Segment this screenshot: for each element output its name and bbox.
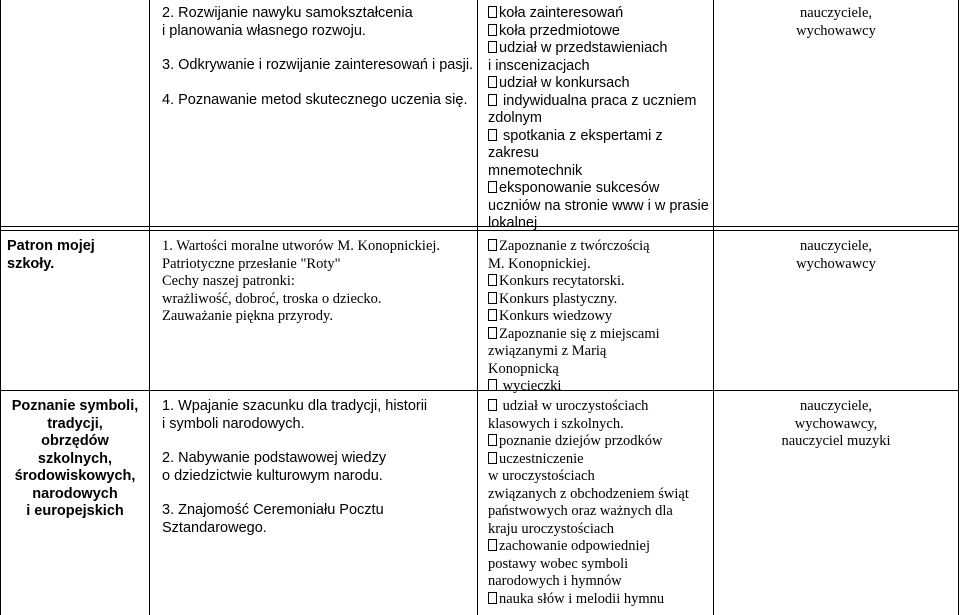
topic-line: obrzędów [41, 433, 109, 449]
topic-line: narodowych [32, 485, 118, 502]
task-line: 1. Wartości moralne utworów M. Konopnickiej. [162, 238, 441, 254]
activity-line: Konkurs plastyczny. [488, 291, 710, 309]
table-border-left [0, 0, 1, 615]
checkbox-bullet-icon [488, 41, 497, 53]
task-line: i planowania własnego rozwoju. [162, 22, 366, 39]
activity-line: zachowanie odpowiedniej [488, 538, 710, 556]
row-3-topic [2, 398, 148, 521]
activity-line: klasowych i szkolnych. [488, 415, 624, 432]
task-line: Sztandarowego. [162, 519, 267, 536]
activity-line: Zapoznanie się z miejscami [488, 326, 710, 344]
activity-line: koła zainteresowań [488, 5, 710, 23]
activity-line: postawy wobec symboli [488, 555, 629, 572]
checkbox-bullet-icon [488, 592, 497, 604]
task-line: i symboli narodowych. [162, 415, 305, 432]
topic-line: tradycji, [47, 415, 103, 432]
task-line: Patriotyczne przesłanie "Roty" [162, 255, 341, 272]
task-line: o dziedzictwie kulturowym narodu. [162, 467, 383, 484]
topic-line: Poznanie symboli, [11, 398, 139, 414]
task-line: Cechy naszej patronki: [162, 273, 295, 289]
responsible-line: wychowawcy [796, 255, 876, 272]
activity-line: poznanie dziejów przodków [488, 433, 710, 451]
activity-line: narodowych i hymnów [488, 573, 622, 589]
row-2-tasks [162, 238, 474, 326]
activity-line: kraju uroczystościach [488, 520, 615, 537]
activity-line: uczestniczenie [488, 451, 710, 469]
column-divider-1 [149, 0, 150, 615]
topic-line: szkolnych, [37, 450, 113, 467]
task-line: 1. Wpajanie szacunku dla tradycji, historii [162, 398, 428, 414]
checkbox-bullet-icon [488, 539, 497, 551]
responsible-line: nauczyciel muzyki [781, 433, 891, 449]
task-line: Zauważanie piękna przyrody. [162, 308, 333, 324]
checkbox-bullet-icon [488, 399, 497, 411]
topic-line: środowiskowych, [14, 468, 136, 484]
task-line: 2. Rozwijanie nawyku samokształcenia [162, 5, 413, 21]
topic-line: szkoły. [7, 255, 55, 272]
checkbox-bullet-icon [488, 434, 497, 446]
row-1-activities [488, 5, 710, 233]
task-line: 3. Znajomość Ceremoniału Pocztu [162, 502, 384, 518]
row-3-activities [488, 398, 710, 608]
checkbox-bullet-icon [488, 94, 497, 106]
row-1-responsible [714, 5, 958, 40]
activity-line: Zapoznanie z twórczością [488, 238, 710, 256]
activity-line: eksponowanie sukcesów [488, 180, 710, 198]
activity-line: koła przedmiotowe [488, 23, 710, 41]
activity-line: lokalnej [488, 215, 538, 231]
row-divider-1 [0, 226, 959, 227]
responsible-line: nauczyciele, [799, 5, 873, 21]
activity-line: uczniów na stronie www i w prasie [488, 197, 709, 214]
checkbox-bullet-icon [488, 24, 497, 36]
activity-line: udział w uroczystościach [488, 398, 710, 416]
activity-line: państwowych oraz ważnych dla [488, 503, 673, 519]
activity-line: Konkurs recytatorski. [488, 273, 710, 291]
row-1-tasks [162, 5, 474, 109]
activity-line: w uroczystościach [488, 468, 595, 484]
column-divider-3 [713, 0, 714, 615]
column-divider-2 [477, 0, 478, 615]
task-line: 3. Odkrywanie i rozwijanie zainteresowań i pasji. [162, 57, 474, 73]
checkbox-bullet-icon [488, 6, 497, 18]
task-line: wrażliwość, dobroć, troska o dziecko. [162, 290, 382, 307]
checkbox-bullet-icon [488, 274, 497, 286]
activity-line: mnemotechnik [488, 162, 583, 179]
activity-line: M. Konopnickiej. [488, 255, 591, 272]
activity-line: Konopnicką [488, 360, 559, 377]
activity-line: spotkania z ekspertami z zakresu [488, 127, 663, 161]
row-3-tasks [162, 398, 474, 537]
activity-line: indywidualna praca z uczniem [488, 93, 710, 111]
row-2-responsible [714, 238, 958, 273]
checkbox-bullet-icon [488, 292, 497, 304]
row-3-responsible [714, 398, 958, 451]
activity-line: związanych z obchodzeniem świąt [488, 485, 689, 502]
table-border-right [958, 0, 959, 615]
responsible-line: nauczyciele, [799, 238, 873, 254]
row-divider-3 [0, 390, 959, 391]
task-line: 2. Nabywanie podstawowej wiedzy [162, 450, 387, 466]
checkbox-bullet-icon [488, 129, 497, 141]
activity-line: udział w przedstawieniach [488, 40, 710, 58]
checkbox-bullet-icon [488, 309, 497, 321]
activity-line: nauka słów i melodii hymnu [488, 591, 710, 609]
topic-line: i europejskich [26, 503, 124, 519]
activity-line: Konkurs wiedzowy [488, 308, 710, 326]
topic-line: Patron mojej [7, 238, 95, 254]
row-divider-2 [0, 230, 959, 231]
checkbox-bullet-icon [488, 239, 497, 251]
responsible-line: nauczyciele, [799, 398, 873, 414]
activity-line: związanymi z Marią [488, 343, 607, 359]
activity-line: wycieczki [488, 378, 710, 396]
activity-line: zdolnym [488, 110, 542, 126]
row-2-topic [7, 238, 147, 273]
responsible-line: wychowawcy, [794, 415, 878, 432]
responsible-line: wychowawcy [796, 22, 876, 39]
activity-line: i inscenizacjach [488, 57, 590, 74]
activity-line: udział w konkursach [488, 75, 710, 93]
checkbox-bullet-icon [488, 327, 497, 339]
checkbox-bullet-icon [488, 452, 497, 464]
task-line: 4. Poznawanie metod skutecznego uczenia się. [162, 91, 468, 108]
checkbox-bullet-icon [488, 379, 497, 391]
checkbox-bullet-icon [488, 181, 497, 193]
row-2-activities [488, 238, 710, 396]
checkbox-bullet-icon [488, 76, 497, 88]
